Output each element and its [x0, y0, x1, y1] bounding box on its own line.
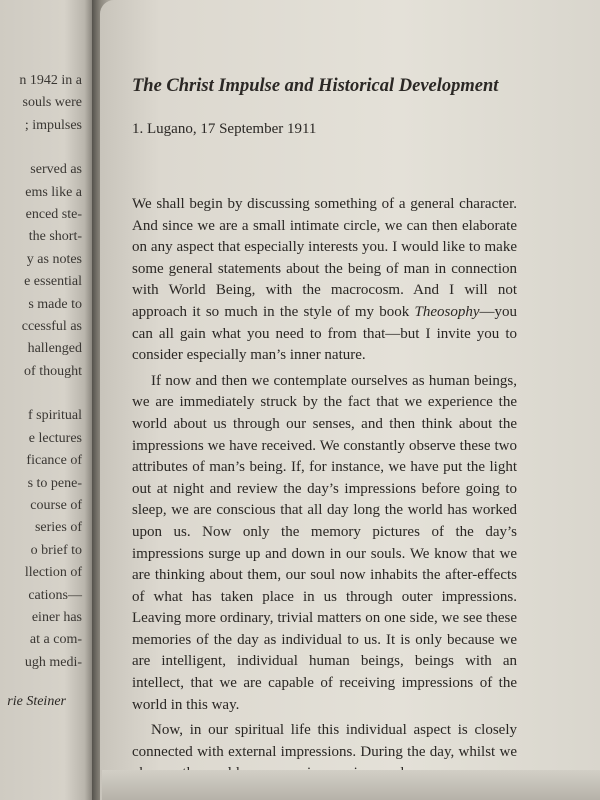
left-page-line: llection of — [24, 565, 82, 581]
left-page-line: ; impulses — [24, 117, 82, 133]
left-page-line: series of — [34, 520, 82, 536]
chapter-title: The Christ Impulse and Historical Development — [132, 76, 499, 96]
left-page-line: served as — [30, 162, 82, 178]
left-page-line: ems like a — [25, 184, 82, 200]
left-page-line: o brief to — [30, 542, 82, 558]
paragraph-1 — [132, 194, 517, 367]
left-page-text — [0, 70, 82, 674]
left-page-line: hallenged — [27, 341, 82, 357]
left-lines-mid — [0, 159, 82, 383]
left-page-line: the short- — [28, 229, 82, 245]
left-page-line: f spiritual — [27, 408, 82, 424]
left-page-line: e lectures — [28, 430, 82, 446]
paragraph-1-text: We shall begin by discussing something of a general character. And since we are a small intimate circle, we can then elaborate on any aspect that especially interests you. I would like to make some general statements about the being of man in connection with World Being, with the macrocosm. And I will not approach it so much in the style of my book — [132, 196, 517, 320]
page-bottom-edge — [102, 770, 600, 800]
left-page-line: ugh medi- — [24, 654, 82, 670]
page-content — [132, 76, 517, 789]
left-page-line: einer has — [31, 609, 82, 625]
left-page-line: s made to — [28, 296, 82, 312]
left-page-line: souls were — [22, 95, 82, 111]
lecture-heading: 1. Lugano, 17 September 1911 — [132, 121, 317, 137]
right-page — [100, 0, 600, 800]
left-lines-top — [0, 70, 82, 137]
left-page-line: ccessful as — [21, 319, 82, 335]
left-lines-bottom — [0, 405, 82, 674]
paragraph-1-text-end: —you can all gain what you need to from that—but I invite you to consider especially man’s inner nature. — [132, 303, 517, 364]
left-page-line: ficance of — [26, 453, 82, 469]
left-page-line: n 1942 in a — [19, 73, 82, 88]
left-page — [0, 0, 92, 800]
left-page-line: cations— — [28, 587, 82, 603]
paragraph-3: Now, in our spiritual life this individual aspect is closely connected with external impressions. During the day, whilst we — [132, 722, 517, 760]
left-page-line: y as notes — [26, 251, 82, 267]
left-page-line: of thought — [24, 363, 82, 379]
left-page-line: e essential — [24, 274, 82, 290]
left-page-line: s to pene- — [27, 475, 82, 491]
body-text — [132, 194, 517, 785]
book-title-theosophy: Theosophy — [414, 303, 480, 320]
left-page-signature: rie Steiner — [7, 694, 66, 709]
left-page-line: course of — [30, 497, 82, 513]
paragraph-2: If now and then we contemplate ourselves as human beings, we are immediately struck by the fact that we experience the world about us through our senses, and then think about the impressions we have received. We constantly observe these two attributes of man’s being. If, for instance, we have put the light out at night and review the day’s impressions before going to sleep, we are conscious that all day long the world has worked upon us. Now only the memory pictures of the day’s impressions surge up and down in our souls. We know that we are thinking about them, our soul now inhabits the after-effects of what has taken place in us through outer impressions. Leaving more ordinary, trivial matters on one side, we see these memories of the day as individual to us. It is only because we are intelligent, individual human beings, beings with an intellect, that we are capable of receiving impressions of the world in this way. — [132, 372, 517, 713]
left-page-line: enced ste- — [25, 207, 82, 223]
left-page-line: at a com- — [29, 632, 82, 648]
